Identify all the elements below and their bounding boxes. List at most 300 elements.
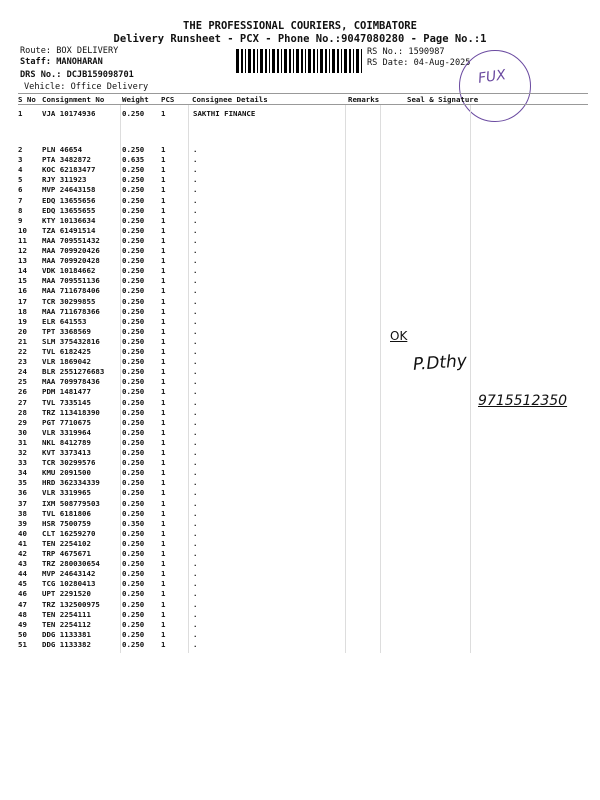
barcode-bar	[301, 49, 303, 73]
row-consignment: VLR 3319965	[42, 488, 91, 498]
row-pcs: 1	[161, 508, 166, 518]
table-row	[18, 246, 588, 256]
row-pcs: 1	[161, 165, 166, 175]
row-consignment: MVP 24643142	[42, 569, 96, 579]
row-pcs: 1	[161, 246, 166, 255]
row-consignee: .	[193, 488, 198, 498]
row-pcs: 1	[161, 336, 166, 346]
row-consignment: PGT 7710675	[42, 417, 91, 427]
row-weight: 0.635	[122, 155, 145, 165]
table-row	[18, 337, 588, 347]
barcode-bar	[325, 49, 327, 73]
row-sno: 40	[18, 528, 27, 538]
barcode-icon	[236, 49, 362, 73]
row-consignee: .	[193, 478, 198, 488]
row-weight: 0.250	[122, 569, 145, 579]
row-consignee: .	[193, 629, 198, 639]
row-consignee: SAKTHI FINANCE	[193, 109, 256, 118]
row-sno: 43	[18, 559, 27, 569]
row-pcs: 1	[161, 296, 166, 306]
row-consignment: KTY 10136634	[42, 215, 96, 225]
table-row	[18, 109, 588, 119]
col-sno: S No	[18, 95, 36, 104]
row-pcs: 1	[161, 256, 166, 266]
barcode-bar	[281, 49, 282, 73]
table-row	[18, 256, 588, 266]
table-row	[18, 610, 588, 620]
row-consignment: TZA 61491514	[42, 225, 96, 235]
col-consignee: Consignee Details	[192, 95, 268, 104]
row-consignee: .	[193, 276, 198, 286]
row-weight: 0.250	[122, 437, 145, 447]
row-sno: 12	[18, 246, 27, 255]
row-sno: 38	[18, 508, 27, 518]
barcode-bar	[289, 49, 291, 73]
row-sno: 49	[18, 619, 27, 629]
row-pcs: 1	[161, 377, 166, 387]
row-consignee: .	[193, 437, 198, 447]
barcode-bar	[284, 49, 287, 73]
row-weight: 0.250	[122, 205, 145, 215]
row-weight: 0.250	[122, 559, 145, 569]
barcode-bar	[344, 49, 347, 73]
table-row	[18, 458, 588, 468]
barcode-bar	[353, 49, 354, 73]
row-pcs: 1	[161, 458, 166, 468]
table-row	[18, 327, 588, 337]
table-row	[18, 317, 588, 327]
row-pcs: 1	[161, 528, 166, 538]
header-bottom-rule	[18, 104, 588, 105]
row-pcs: 1	[161, 215, 166, 225]
row-sno: 2	[18, 145, 23, 154]
row-weight: 0.250	[122, 468, 145, 478]
row-weight: 0.250	[122, 316, 145, 326]
row-pcs: 1	[161, 306, 166, 316]
row-consignee: .	[193, 549, 198, 558]
route-label: Route: BOX DELIVERY	[20, 46, 119, 56]
table-row	[18, 357, 588, 367]
row-consignee: .	[193, 619, 198, 629]
barcode-bar	[329, 49, 330, 73]
barcode-bar	[293, 49, 294, 73]
table-row	[18, 236, 588, 246]
table-row	[18, 216, 588, 226]
row-consignment: MAA 709551432	[42, 235, 100, 245]
row-consignment: MAA 711678366	[42, 306, 100, 316]
row-pcs: 1	[161, 498, 166, 508]
row-consignee: .	[193, 205, 198, 215]
row-pcs: 1	[161, 579, 166, 589]
row-weight: 0.250	[122, 235, 145, 245]
table-row	[18, 448, 588, 458]
table-row	[18, 206, 588, 216]
row-pcs: 1	[161, 468, 166, 478]
row-consignee: .	[193, 215, 198, 225]
row-weight: 0.250	[122, 387, 145, 397]
header-top-rule	[18, 93, 588, 94]
row-pcs: 1	[161, 569, 166, 579]
row-consignee: .	[193, 225, 198, 235]
row-consignee: .	[193, 326, 198, 336]
row-pcs: 1	[161, 437, 166, 447]
row-sno: 23	[18, 357, 27, 367]
col-pcs: PCS	[161, 95, 175, 104]
row-sno: 16	[18, 286, 27, 296]
row-consignment: BLR 2551276683	[42, 367, 105, 377]
row-sno: 32	[18, 448, 27, 457]
row-consignment: MVP 24643158	[42, 185, 96, 195]
row-sno: 30	[18, 427, 27, 437]
barcode-bar	[349, 49, 351, 73]
row-consignee: .	[193, 448, 198, 457]
row-consignee: .	[193, 639, 198, 649]
row-pcs: 1	[161, 286, 166, 296]
barcode-bar	[277, 49, 279, 73]
row-sno: 36	[18, 488, 27, 498]
row-consignment: MAA 709978436	[42, 377, 100, 387]
barcode-bar	[341, 49, 342, 73]
table-row	[18, 539, 588, 549]
row-sno: 22	[18, 347, 27, 356]
row-consignee: .	[193, 195, 198, 205]
table-row	[18, 509, 588, 519]
barcode-bar	[257, 49, 258, 73]
table-row	[18, 165, 588, 175]
row-consignee: .	[193, 367, 198, 377]
barcode-bar	[260, 49, 263, 73]
row-consignee: .	[193, 256, 198, 266]
row-consignment: SLM 375432816	[42, 336, 100, 346]
row-sno: 46	[18, 589, 27, 599]
handwritten-phone: 9715512350	[478, 393, 568, 409]
row-sno: 24	[18, 367, 27, 377]
row-consignment: PLN 46654	[42, 145, 83, 154]
row-consignment: VDK 10184662	[42, 266, 96, 276]
row-weight: 0.250	[122, 478, 145, 488]
row-sno: 13	[18, 256, 27, 266]
row-consignee: .	[193, 357, 198, 367]
row-sno: 27	[18, 397, 27, 407]
table-row	[18, 266, 588, 276]
row-consignment: PTA 3482872	[42, 155, 91, 165]
row-weight: 0.250	[122, 498, 145, 508]
table-row	[18, 286, 588, 296]
table-row	[18, 226, 588, 236]
row-pcs: 1	[161, 589, 166, 599]
row-pcs: 1	[161, 326, 166, 336]
table-row	[18, 589, 588, 599]
row-consignment: KVT 3373413	[42, 448, 91, 457]
row-weight: 0.250	[122, 296, 145, 306]
row-pcs: 1	[161, 266, 166, 276]
row-sno: 34	[18, 468, 27, 478]
row-pcs: 1	[161, 639, 166, 649]
row-consignee: .	[193, 528, 198, 538]
row-consignment: TRZ 280030654	[42, 559, 100, 569]
row-consignment: VLR 3319964	[42, 427, 91, 437]
row-consignment: TVL 6182425	[42, 347, 91, 356]
row-consignment: RJY 311923	[42, 175, 87, 185]
row-pcs: 1	[161, 276, 166, 286]
row-sno: 1	[18, 109, 23, 118]
row-consignment: TPT 3368569	[42, 326, 91, 336]
row-consignment: TVL 6181806	[42, 508, 91, 518]
barcode-bar	[332, 49, 335, 73]
handwritten-signature: P.Dthy	[412, 351, 468, 375]
row-weight: 0.250	[122, 357, 145, 367]
row-sno: 6	[18, 185, 23, 195]
row-consignee: .	[193, 599, 198, 609]
row-sno: 39	[18, 518, 27, 528]
table-row	[18, 630, 588, 640]
row-consignee: .	[193, 316, 198, 326]
row-consignee: .	[193, 266, 198, 276]
row-consignment: KOC 62183477	[42, 165, 96, 175]
row-weight: 0.250	[122, 347, 145, 356]
row-consignment: PDM 1481477	[42, 387, 91, 397]
row-sno: 5	[18, 175, 23, 185]
barcode-bar	[361, 49, 362, 73]
row-sno: 31	[18, 437, 27, 447]
row-sno: 3	[18, 155, 23, 165]
row-consignee: .	[193, 336, 198, 346]
table-row	[18, 155, 588, 165]
row-weight: 0.250	[122, 306, 145, 316]
row-weight: 0.250	[122, 175, 145, 185]
row-consignment: TRZ 113418390	[42, 407, 100, 417]
row-pcs: 1	[161, 448, 166, 457]
barcode-bar	[356, 49, 359, 73]
table-row	[18, 549, 588, 559]
row-weight: 0.250	[122, 488, 145, 498]
row-pcs: 1	[161, 155, 166, 165]
row-consignee: .	[193, 508, 198, 518]
barcode-bar	[241, 49, 243, 73]
row-weight: 0.250	[122, 336, 145, 346]
row-pcs: 1	[161, 538, 166, 548]
row-sno: 9	[18, 215, 23, 225]
row-weight: 0.250	[122, 286, 145, 296]
barcode-bar	[337, 49, 339, 73]
table-row	[18, 145, 588, 155]
row-sno: 14	[18, 266, 27, 276]
row-pcs: 1	[161, 427, 166, 437]
table-row	[18, 579, 588, 589]
row-pcs: 1	[161, 417, 166, 427]
col-consignment: Consignment No	[42, 95, 105, 104]
row-weight: 0.250	[122, 397, 145, 407]
row-pcs: 1	[161, 225, 166, 235]
row-weight: 0.250	[122, 256, 145, 266]
row-weight: 0.250	[122, 246, 145, 255]
barcode-bar	[272, 49, 275, 73]
row-sno: 17	[18, 296, 27, 306]
row-consignee: .	[193, 397, 198, 407]
row-weight: 0.250	[122, 195, 145, 205]
row-sno: 4	[18, 165, 23, 175]
row-pcs: 1	[161, 407, 166, 417]
table-row	[18, 478, 588, 488]
row-consignment: TRZ 132500975	[42, 599, 100, 609]
row-consignee: .	[193, 306, 198, 316]
barcode-bar	[236, 49, 239, 73]
row-pcs: 1	[161, 488, 166, 498]
row-weight: 0.250	[122, 448, 145, 457]
rs-number: RS No.: 1590987	[367, 47, 445, 57]
runsheet-subtitle: Delivery Runsheet - PCX - Phone No.:9047080280 - Page No.:1	[113, 33, 487, 45]
row-consignment: UPT 2291520	[42, 589, 91, 599]
row-consignment: IXM 508779503	[42, 498, 100, 508]
row-pcs: 1	[161, 347, 166, 356]
row-consignment: HSR 7500759	[42, 518, 91, 528]
row-consignee: .	[193, 427, 198, 437]
handwritten-ok: OK	[390, 329, 408, 343]
row-consignee: .	[193, 175, 198, 185]
barcode-bar	[305, 49, 306, 73]
col-remarks: Remarks	[348, 95, 380, 104]
row-weight: 0.250	[122, 185, 145, 195]
row-sno: 21	[18, 336, 27, 346]
barcode-bar	[253, 49, 255, 73]
row-consignee: .	[193, 498, 198, 508]
table-row	[18, 529, 588, 539]
row-sno: 20	[18, 326, 27, 336]
row-consignment: HRD 362334339	[42, 478, 100, 488]
barcode-bar	[248, 49, 251, 73]
col-weight: Weight	[122, 95, 149, 104]
row-consignee: .	[193, 387, 198, 397]
row-weight: 0.250	[122, 266, 145, 276]
row-sno: 18	[18, 306, 27, 316]
barcode-bar	[313, 49, 315, 73]
row-sno: 45	[18, 579, 27, 589]
barcode-bar	[296, 49, 299, 73]
row-consignment: MAA 709920428	[42, 256, 100, 266]
row-weight: 0.250	[122, 528, 145, 538]
row-consignee: .	[193, 609, 198, 619]
table-row	[18, 468, 588, 478]
table-row	[18, 640, 588, 650]
row-weight: 0.250	[122, 225, 145, 235]
row-pcs: 1	[161, 609, 166, 619]
row-consignee: .	[193, 296, 198, 306]
row-consignee: .	[193, 246, 198, 255]
staff-label: Staff: MANOHARAN	[20, 57, 103, 67]
table-row	[18, 569, 588, 579]
row-sno: 48	[18, 609, 27, 619]
col-seal: Seal & Signature	[407, 95, 479, 104]
row-sno: 35	[18, 478, 27, 488]
row-consignee: .	[193, 538, 198, 548]
row-consignment: MAA 711678406	[42, 286, 100, 296]
row-consignment: TCR 30299855	[42, 296, 96, 306]
table-row	[18, 196, 588, 206]
row-weight: 0.250	[122, 407, 145, 417]
row-sno: 15	[18, 276, 27, 286]
row-sno: 8	[18, 205, 23, 215]
row-pcs: 1	[161, 316, 166, 326]
table-row	[18, 499, 588, 509]
row-consignment: KMU 2091500	[42, 468, 91, 478]
row-pcs: 1	[161, 629, 166, 639]
row-pcs: 1	[161, 145, 166, 154]
row-weight: 0.250	[122, 609, 145, 619]
row-pcs: 1	[161, 518, 166, 528]
row-pcs: 1	[161, 619, 166, 629]
row-pcs: 1	[161, 175, 166, 185]
row-sno: 19	[18, 316, 27, 326]
company-title: THE PROFESSIONAL COURIERS, COIMBATORE	[183, 20, 417, 32]
row-consignment: CLT 16259270	[42, 528, 96, 538]
row-pcs: 1	[161, 549, 166, 558]
row-weight: 0.250	[122, 326, 145, 336]
row-consignment: MAA 709920426	[42, 246, 100, 255]
row-pcs: 1	[161, 478, 166, 488]
row-sno: 29	[18, 417, 27, 427]
table-row	[18, 408, 588, 418]
row-sno: 44	[18, 569, 27, 579]
row-pcs: 1	[161, 205, 166, 215]
barcode-bar	[245, 49, 246, 73]
row-weight: 0.250	[122, 427, 145, 437]
row-sno: 26	[18, 387, 27, 397]
row-consignee: .	[193, 155, 198, 165]
row-consignee: .	[193, 569, 198, 579]
row-sno: 28	[18, 407, 27, 417]
row-pcs: 1	[161, 357, 166, 367]
table-row	[18, 175, 588, 185]
barcode-bar	[317, 49, 318, 73]
row-weight: 0.250	[122, 367, 145, 377]
row-consignment: EDQ 13655656	[42, 195, 96, 205]
table-row	[18, 418, 588, 428]
row-weight: 0.250	[122, 619, 145, 629]
table-row	[18, 488, 588, 498]
row-consignee: .	[193, 185, 198, 195]
row-sno: 37	[18, 498, 27, 508]
row-consignee: .	[193, 286, 198, 296]
table-row	[18, 185, 588, 195]
row-sno: 50	[18, 629, 27, 639]
row-consignment: TEN 2254112	[42, 619, 91, 629]
row-consignment: ELR 641553	[42, 316, 87, 326]
row-consignee: .	[193, 579, 198, 589]
row-weight: 0.250	[122, 215, 145, 225]
row-weight: 0.250	[122, 629, 145, 639]
table-row	[18, 367, 588, 377]
table-row	[18, 438, 588, 448]
row-pcs: 1	[161, 397, 166, 407]
row-consignment: TRP 4675671	[42, 549, 91, 558]
row-consignment: VLR 1869042	[42, 357, 91, 367]
row-consignee: .	[193, 347, 198, 356]
row-consignee: .	[193, 235, 198, 245]
row-weight: 0.250	[122, 276, 145, 286]
row-weight: 0.250	[122, 508, 145, 518]
vehicle-label: Vehicle: Office Delivery	[24, 82, 149, 92]
row-consignment: MAA 709551136	[42, 276, 100, 286]
row-sno: 42	[18, 549, 27, 558]
row-consignee: .	[193, 417, 198, 427]
row-weight: 0.250	[122, 579, 145, 589]
row-consignee: .	[193, 165, 198, 175]
row-pcs: 1	[161, 235, 166, 245]
row-sno: 10	[18, 225, 27, 235]
row-pcs: 1	[161, 185, 166, 195]
table-row	[18, 297, 588, 307]
row-pcs: 1	[161, 367, 166, 377]
